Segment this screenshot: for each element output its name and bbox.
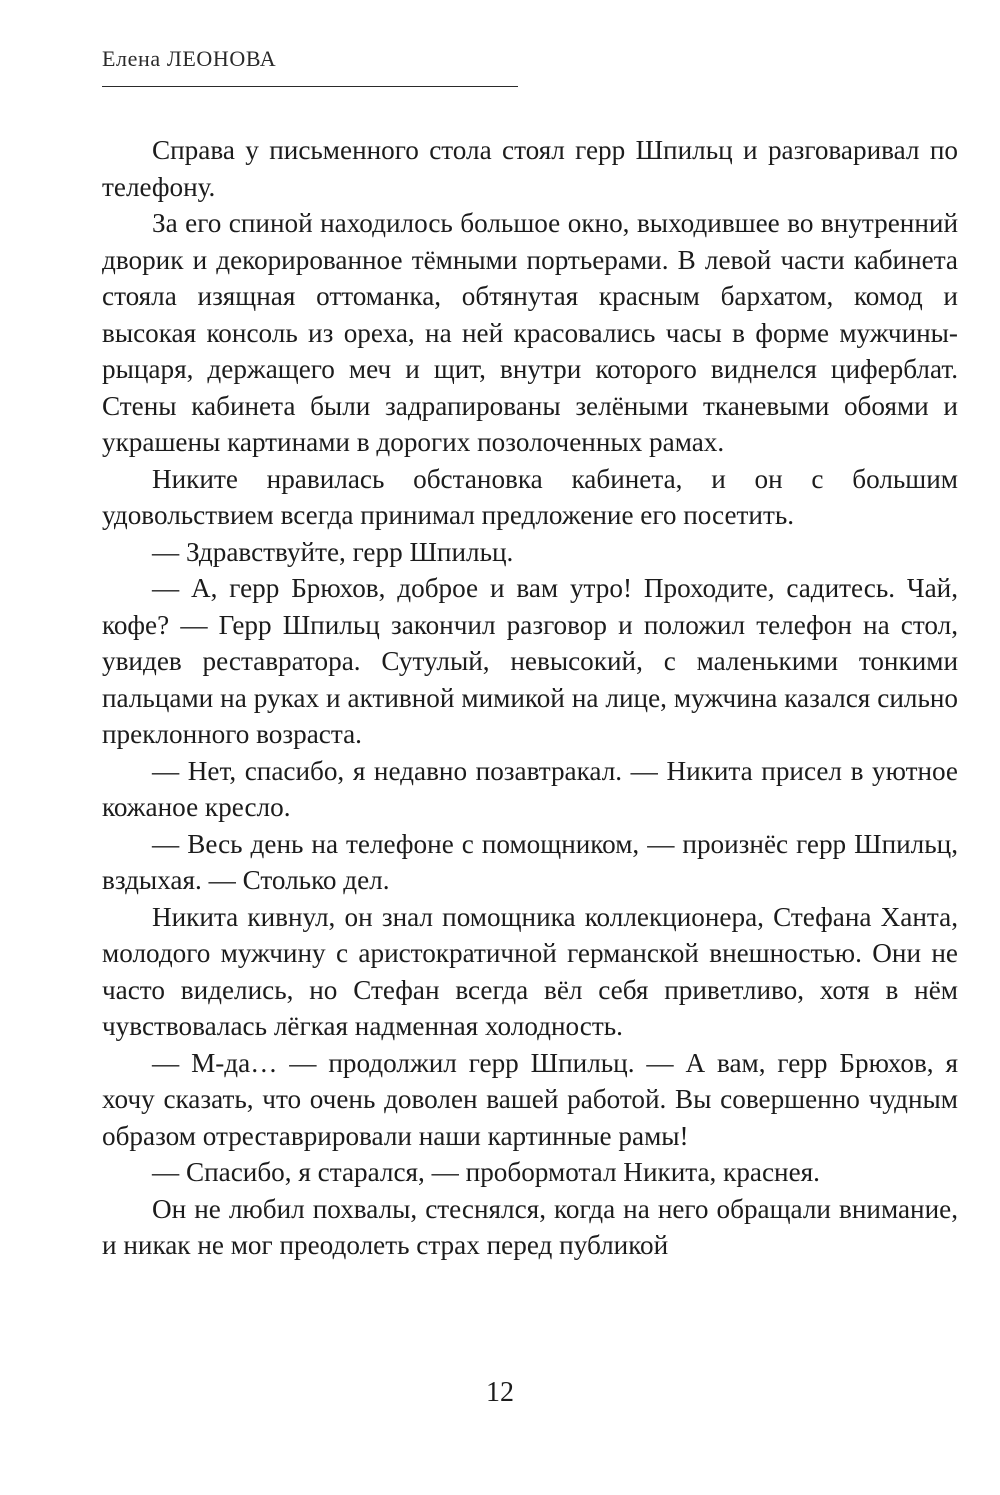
- author-name: Елена ЛЕОНОВА: [102, 46, 277, 71]
- paragraph: Никите нравилась обстановка кабинета, и он с большим удовольствием всегда принимал предложение его посетить.: [102, 463, 958, 530]
- paragraph: За его спиной находилось большое окно, выходившее во внутренний дворик и декорированное тёмными портьерами. В левой части кабинета стояла изящная оттоманка, обтянутая красным бархатом, комод и высокая консоль из ореха, на ней красовались часы в форме мужчины-рыцаря, держащего меч и щит, внутри которого виднелся циферблат. Стены кабинета были задрапированы зелёными тканевыми обоями и украшены картинами в дорогих позолоченных рамах.: [102, 208, 958, 457]
- running-head: [102, 44, 518, 87]
- dialogue-line: — Весь день на телефоне с помощником, — произнёс герр Шпильц, вздыхая. — Столько дел.: [102, 828, 958, 895]
- dialogue-line: — Спасибо, я старался, — пробормотал Никита, краснея.: [152, 1157, 820, 1187]
- dialogue-line: — М-да… — продолжил герр Шпильц. — А вам, герр Брюхов, я хочу сказать, что очень доволен вашей работой. Вы совершенно чудным образом отреставрировали наши картинные рамы!: [102, 1047, 958, 1151]
- dialogue-line: — Нет, спасибо, я недавно позавтракал. — Никита присел в уютное кожаное кресло.: [102, 755, 958, 822]
- paragraph: Никита кивнул, он знал помощника коллекционера, Стефана Ханта, молодого мужчину с аристократичной германской внешностью. Они не часто виделись, но Стефан всегда вёл себя приветливо, хотя в нём чувствовалась лёгкая надменная холодность.: [102, 901, 958, 1041]
- paragraph: Справа у письменного стола стоял герр Шпильц и разговаривал по телефону.: [102, 135, 958, 202]
- page-number: 12: [486, 1377, 514, 1408]
- dialogue-line: — Здравствуйте, герр Шпильц.: [152, 536, 514, 567]
- header-rule: [102, 86, 518, 87]
- paragraph: Он не любил похвалы, стеснялся, когда на него обращали внимание, и никак не мог преодолеть страх перед публикой: [102, 1193, 958, 1260]
- body-text: [102, 132, 958, 1264]
- dialogue-line: — А, герр Брюхов, доброе и вам утро! Проходите, садитесь. Чай, кофе? — Герр Шпильц закончил разговор и положил телефон на стол, увидев реставратора. Сутулый, невысокий, с маленькими тонкими пальцами на руках и активной мимикой на лице, мужчина казался сильно преклонного возраста.: [102, 573, 958, 749]
